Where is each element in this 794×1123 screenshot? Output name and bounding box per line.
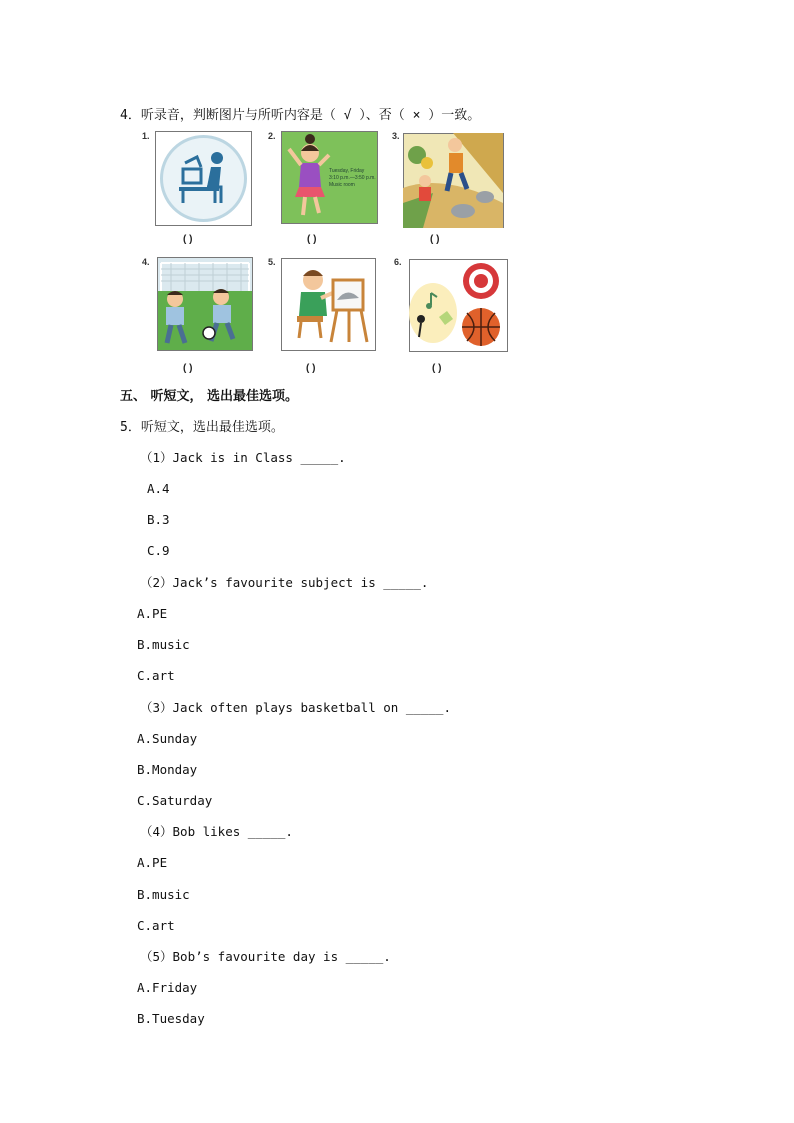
sub-question-2: （2）Jack’s favourite subject is _____. xyxy=(140,575,429,590)
picture-6-number: 6. xyxy=(394,257,402,267)
sub-question-5-option-b[interactable]: B.Tuesday xyxy=(137,1011,205,1026)
music-art-basketball-icon xyxy=(409,259,508,352)
picture-4-answer[interactable]: ( ) xyxy=(183,363,193,374)
sub-question-1: （1）Jack is in Class _____. xyxy=(140,450,346,465)
sub-question-3-option-b[interactable]: B.Monday xyxy=(137,762,198,777)
sub-question-2-option-c[interactable]: C.art xyxy=(137,668,175,683)
picture-2-answer[interactable]: ( ) xyxy=(307,234,317,245)
sub-question-3-option-a[interactable]: A.Sunday xyxy=(137,731,198,746)
sub-question-2-option-b[interactable]: B.music xyxy=(137,637,190,652)
person-reading-icon xyxy=(155,131,252,226)
sub-question-1-option-b[interactable]: B.3 xyxy=(147,512,170,527)
sub-question-4-option-a[interactable]: A.PE xyxy=(137,855,168,870)
sub-question-3: （3）Jack often plays basketball on _____. xyxy=(140,700,451,715)
picture-5-number: 5. xyxy=(268,257,276,267)
question-5-title: 5．听短文，选出最佳选项。 xyxy=(120,420,284,435)
boy-painting-icon xyxy=(281,258,376,351)
picture-3-number: 3. xyxy=(392,131,400,141)
sub-question-5: （5）Bob’s favourite day is _____. xyxy=(140,949,391,964)
sub-question-3-option-c[interactable]: C.Saturday xyxy=(137,793,213,808)
picture-5-answer[interactable]: ( ) xyxy=(306,363,316,374)
kids-hiking-icon xyxy=(403,133,504,228)
picture-2-note-line-1: Tuesday, Friday xyxy=(329,168,365,174)
sub-question-2-option-a[interactable]: A.PE xyxy=(137,606,168,621)
sub-question-4-option-c[interactable]: C.art xyxy=(137,918,175,933)
picture-2-note-line-2: 3:10 p.m.—3:50 p.m. xyxy=(329,175,376,181)
picture-2-number: 2. xyxy=(268,131,276,141)
sub-question-5-option-a[interactable]: A.Friday xyxy=(137,980,198,995)
section-5-heading: 五、 听短文， 选出最佳选项。 xyxy=(120,389,299,404)
question-4-title: 4．听录音，判断图片与所听内容是（ √ ）、否（ × ）一致。 xyxy=(120,108,481,123)
picture-3-answer[interactable]: ( ) xyxy=(430,234,440,245)
sub-question-4-option-b[interactable]: B.music xyxy=(137,887,190,902)
sub-question-1-option-c[interactable]: C.9 xyxy=(147,543,170,558)
sub-question-4: （4）Bob likes _____. xyxy=(140,824,293,839)
picture-2-note-line-3: Music room xyxy=(329,182,355,188)
picture-1-number: 1. xyxy=(142,131,150,141)
picture-1-answer[interactable]: ( ) xyxy=(183,234,193,245)
sub-question-1-option-a[interactable]: A.4 xyxy=(147,481,170,496)
boys-playing-football-icon xyxy=(157,257,253,351)
picture-6-answer[interactable]: ( ) xyxy=(432,363,442,374)
picture-4-number: 4. xyxy=(142,257,150,267)
